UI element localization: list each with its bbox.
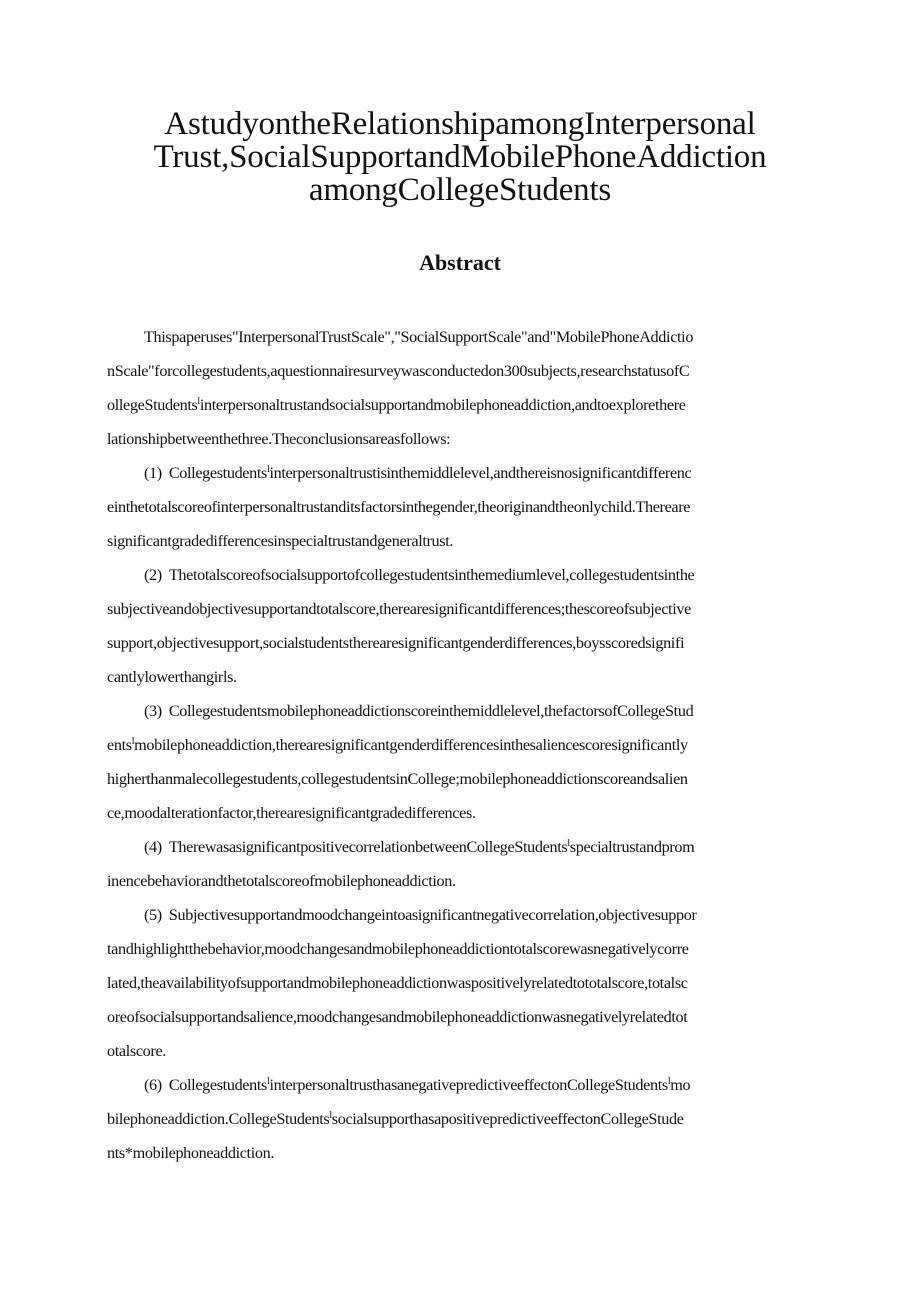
text-line [107, 796, 817, 830]
item-number: (5) [144, 906, 162, 924]
text-run [144, 464, 691, 482]
text-run: subjectiveandobjectivesupportandtotalscore,therearesignificantdifferences;thescoreofsubjective [107, 600, 691, 618]
text-line [107, 626, 817, 660]
text-run: nScale"forcollegestudents,aquestionnairesurveywasconductedon300subjects,researchstatusofC [107, 362, 690, 380]
text-run: mo [670, 1076, 691, 1094]
text-line [107, 932, 817, 966]
text-run: ents [107, 736, 132, 754]
text-run: interpersonaltrusthasanegativepredictiveeffectonCollegeStudents [269, 1076, 668, 1094]
apostrophe-mark: l [197, 396, 200, 407]
text-line [107, 1000, 817, 1034]
text-run: lationshipbetweenthethree.Theconclusionsareasfollows: [107, 430, 451, 448]
text-line [107, 1102, 817, 1136]
text-run [144, 1076, 690, 1094]
text-run: Thetotalscoreofsocialsupportofcollegestudentsinthemediumlevel,collegestudentsinthe [168, 566, 695, 584]
text-run: lated,theavailabilityofsupportandmobilephoneaddictionwaspositivelyrelatedtototalscore,totalsc [107, 974, 688, 992]
text-line [107, 1034, 817, 1068]
text-run: interpersonaltrustandsocialsupportandmobilephoneaddiction,andtoexplorethere [199, 396, 686, 414]
title-line: amongCollegeStudents [308, 172, 612, 208]
text-line [107, 592, 817, 626]
text-run: Collegestudentsmobilephoneaddictionscoreinthemiddlelevel,thefactorsofCollegeStud [168, 702, 694, 720]
text-run [107, 736, 688, 754]
apostrophe-mark: l [667, 1076, 671, 1087]
text-run: einthetotalscoreofinterpersonaltrustanditsfactorsinthegender,theoriginandtheonlychild.Thereare [107, 498, 691, 516]
text-line [107, 728, 817, 762]
text-run: bilephoneaddiction.CollegeStudents [107, 1110, 330, 1128]
title-line: Trust,SocialSupportandMobilePhoneAddiction [153, 139, 767, 175]
text-run [107, 1110, 684, 1128]
text-line [107, 456, 817, 490]
abstract-body [107, 320, 817, 1170]
text-line [107, 354, 817, 388]
apostrophe-mark: l [131, 736, 135, 747]
text-run [144, 906, 697, 924]
text-run: specialtrustandprom [569, 838, 695, 856]
text-run: cantlylowerthangirls. [107, 668, 237, 686]
text-run [144, 566, 694, 584]
text-run: otalscore. [107, 1042, 166, 1060]
text-line [107, 1136, 817, 1170]
apostrophe-mark: l [267, 464, 270, 475]
text-line [107, 898, 817, 932]
item-number: (4) [144, 838, 162, 856]
text-line [107, 422, 817, 456]
apostrophe-mark: l [267, 1076, 270, 1087]
text-run: interpersonaltrustisinthemiddlelevel,andthereisnosignificantdifferenc [269, 464, 692, 482]
text-line [107, 762, 817, 796]
text-line [107, 660, 817, 694]
title-line: AstudyontheRelationshipamongInterpersonal [164, 106, 756, 142]
text-run: significantgradedifferencesinspecialtrustandgeneraltrust. [107, 532, 454, 550]
text-line [107, 1068, 817, 1102]
text-run [144, 702, 693, 720]
text-run: inencebehaviorandthetotalscoreofmobilephoneaddiction. [107, 872, 456, 890]
text-run: Collegestudents [168, 1076, 267, 1094]
text-run: Collegestudents [168, 464, 267, 482]
text-run: mobilephoneaddiction,therearesignificantgenderdifferencesinthesaliencescoresignificantly [134, 736, 688, 754]
text-run: ollegeStudents [107, 396, 198, 414]
text-line [107, 830, 817, 864]
text-line [107, 320, 817, 354]
text-run: ce,moodalterationfactor,therearesignificantgradedifferences. [107, 804, 476, 822]
text-line [107, 524, 817, 558]
text-run: higherthanmalecollegestudents,collegestudentsinCollege;mobilephoneaddictionscoreandsalien [107, 770, 688, 788]
item-number: (1) [144, 464, 162, 482]
text-run: Thispaperuses"InterpersonalTrustScale","SocialSupportScale"and"MobilePhoneAddictio [144, 328, 694, 346]
text-line [107, 490, 817, 524]
text-run: tandhighlightthebehavior,moodchangesandmobilephoneaddictiontotalscorewasnegativelycorre [107, 940, 689, 958]
item-number: (2) [144, 566, 162, 584]
item-number: (6) [144, 1076, 162, 1094]
apostrophe-mark: l [329, 1110, 332, 1121]
text-line [107, 864, 817, 898]
text-run: Subjectivesupportandmoodchangeintoasignificantnegativecorrelation,objectivesuppor [168, 906, 697, 924]
apostrophe-mark: l [567, 838, 570, 849]
item-number: (3) [144, 702, 162, 720]
text-line [107, 558, 817, 592]
text-line [107, 966, 817, 1000]
paper-title [60, 108, 860, 207]
text-run: socialsupporthasapositivepredictiveeffectonCollegeStude [331, 1110, 684, 1128]
text-line [107, 694, 817, 728]
text-run [144, 838, 694, 856]
text-run: oreofsocialsupportandsalience,moodchangesandmobilephoneaddictionwasnegativelyrelatedtot [107, 1008, 688, 1026]
abstract-heading: Abstract [419, 250, 501, 275]
text-run: nts*mobilephoneaddiction. [107, 1144, 275, 1162]
text-line [107, 388, 817, 422]
text-run: support,objectivesupport,socialstudentstherearesignificantgenderdifferences,boysscoredsignifi [107, 634, 685, 652]
text-run: TherewasasignificantpositivecorrelationbetweenCollegeStudents [168, 838, 568, 856]
